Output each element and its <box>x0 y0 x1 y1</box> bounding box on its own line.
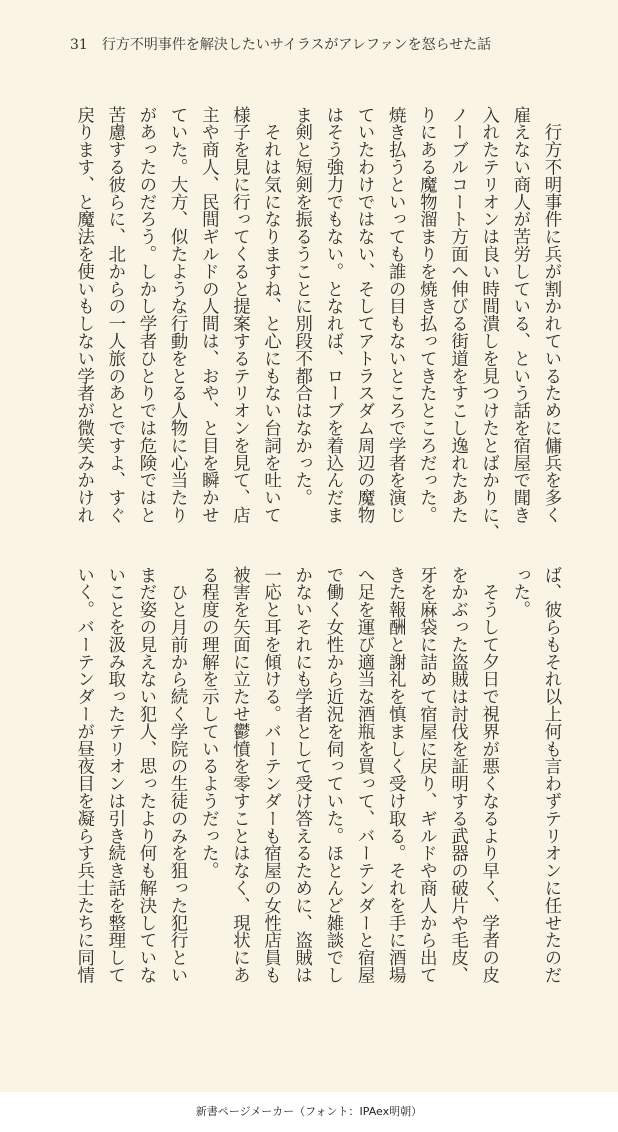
text-line: ば、彼らもそれ以上何も言わずテリオンに任せたのだ <box>541 566 561 984</box>
text-line: 主や商人、民間ギルドの人間は、おや、と目を瞬かせ <box>198 106 219 524</box>
text-line: かないそれにも学者として受け答えるために、盗賊は <box>291 566 312 984</box>
text-line: りにある魔物溜まりを焼き払ってきたところだった。 <box>416 106 437 524</box>
page-header <box>70 36 491 54</box>
page-number: 31 <box>70 37 88 53</box>
text-line: があったのだろう。しかし学者ひとりでは危険ではと <box>135 106 156 524</box>
text-line: 焼き払うといっても誰の目もないところで学者を演じ <box>385 106 406 524</box>
footer-credit: 新書ページメーカー（フォント：IPAex明朝） <box>195 1105 423 1118</box>
text-line: 一応と耳を傾ける。バーテンダーも宿屋の女性店員も <box>260 566 281 984</box>
text-line: ていた。大方、似たような行動をとる人物に心当たり <box>167 106 188 524</box>
text-line: で働く女性から近況を伺っていた。ほとんど雑談でし <box>322 566 343 984</box>
text-line: った。 <box>509 566 530 619</box>
text-line: 被害を矢面に立たせ鬱憤を零すことはなく、現状にあ <box>229 566 250 984</box>
text-line: 行方不明事件に兵が割かれているために傭兵を多く <box>541 106 561 524</box>
text-line: 苦慮する彼らに、北からの一人旅のあとですよ、すぐ <box>104 106 125 524</box>
text-line: へ足を運び適当な酒瓶を買って、バーテンダーと宿屋 <box>354 566 375 984</box>
chapter-title: 行方不明事件を解決したいサイラスがアレファンを怒らせた話 <box>101 37 492 53</box>
top-text-block <box>68 106 567 541</box>
text-line: まだ姿の見えない犯人、思ったより何も解決していな <box>135 566 156 984</box>
text-line: いく。バーテンダーが昼夜目を凝らす兵士たちに同情 <box>73 566 94 984</box>
text-line: それは気になりますね、と心にもない台詞を吐いて <box>260 106 281 524</box>
text-line: はそう強力でもない。となれば、ローブを着込んだま <box>322 106 343 524</box>
text-line: ノーブルコート方面へ伸びる街道をすこし逸れたあた <box>447 106 468 524</box>
text-line: ま剣と短剣を振るうことに別段不都合はなかった。 <box>291 106 312 507</box>
text-line: 様子を見に行ってくると提案するテリオンを見て、店 <box>229 106 250 524</box>
text-line: ひと月前から続く学院の生徒のみを狙った犯行とい <box>167 566 188 984</box>
text-line: いことを汲み取ったテリオンは引き続き話を整理して <box>104 566 125 984</box>
text-line: 雇えない商人が苦労している、という話を宿屋で聞き <box>509 106 530 524</box>
text-line: そうして夕日で視界が悪くなるより早く、学者の皮 <box>478 566 499 984</box>
text-line: 戻ります、と魔法を使いもしない学者が微笑みかけれ <box>73 106 94 524</box>
bottom-text-block <box>68 566 567 1006</box>
text-line: ていたわけではない、そしてアトラスダム周辺の魔物 <box>354 106 375 524</box>
text-line: 牙を麻袋に詰めて宿屋に戻り、ギルドや商人から出て <box>416 566 437 984</box>
text-line: きた報酬と謝礼を慎ましく受け取る。それを手に酒場 <box>385 566 406 984</box>
text-line: をかぶった盗賊は討伐を証明する武器の破片や毛皮、 <box>447 566 468 984</box>
text-line: る程度の理解を示しているようだった。 <box>198 566 219 880</box>
text-line: 入れたテリオンは良い時間潰しを見つけたとばかりに、 <box>478 106 499 541</box>
